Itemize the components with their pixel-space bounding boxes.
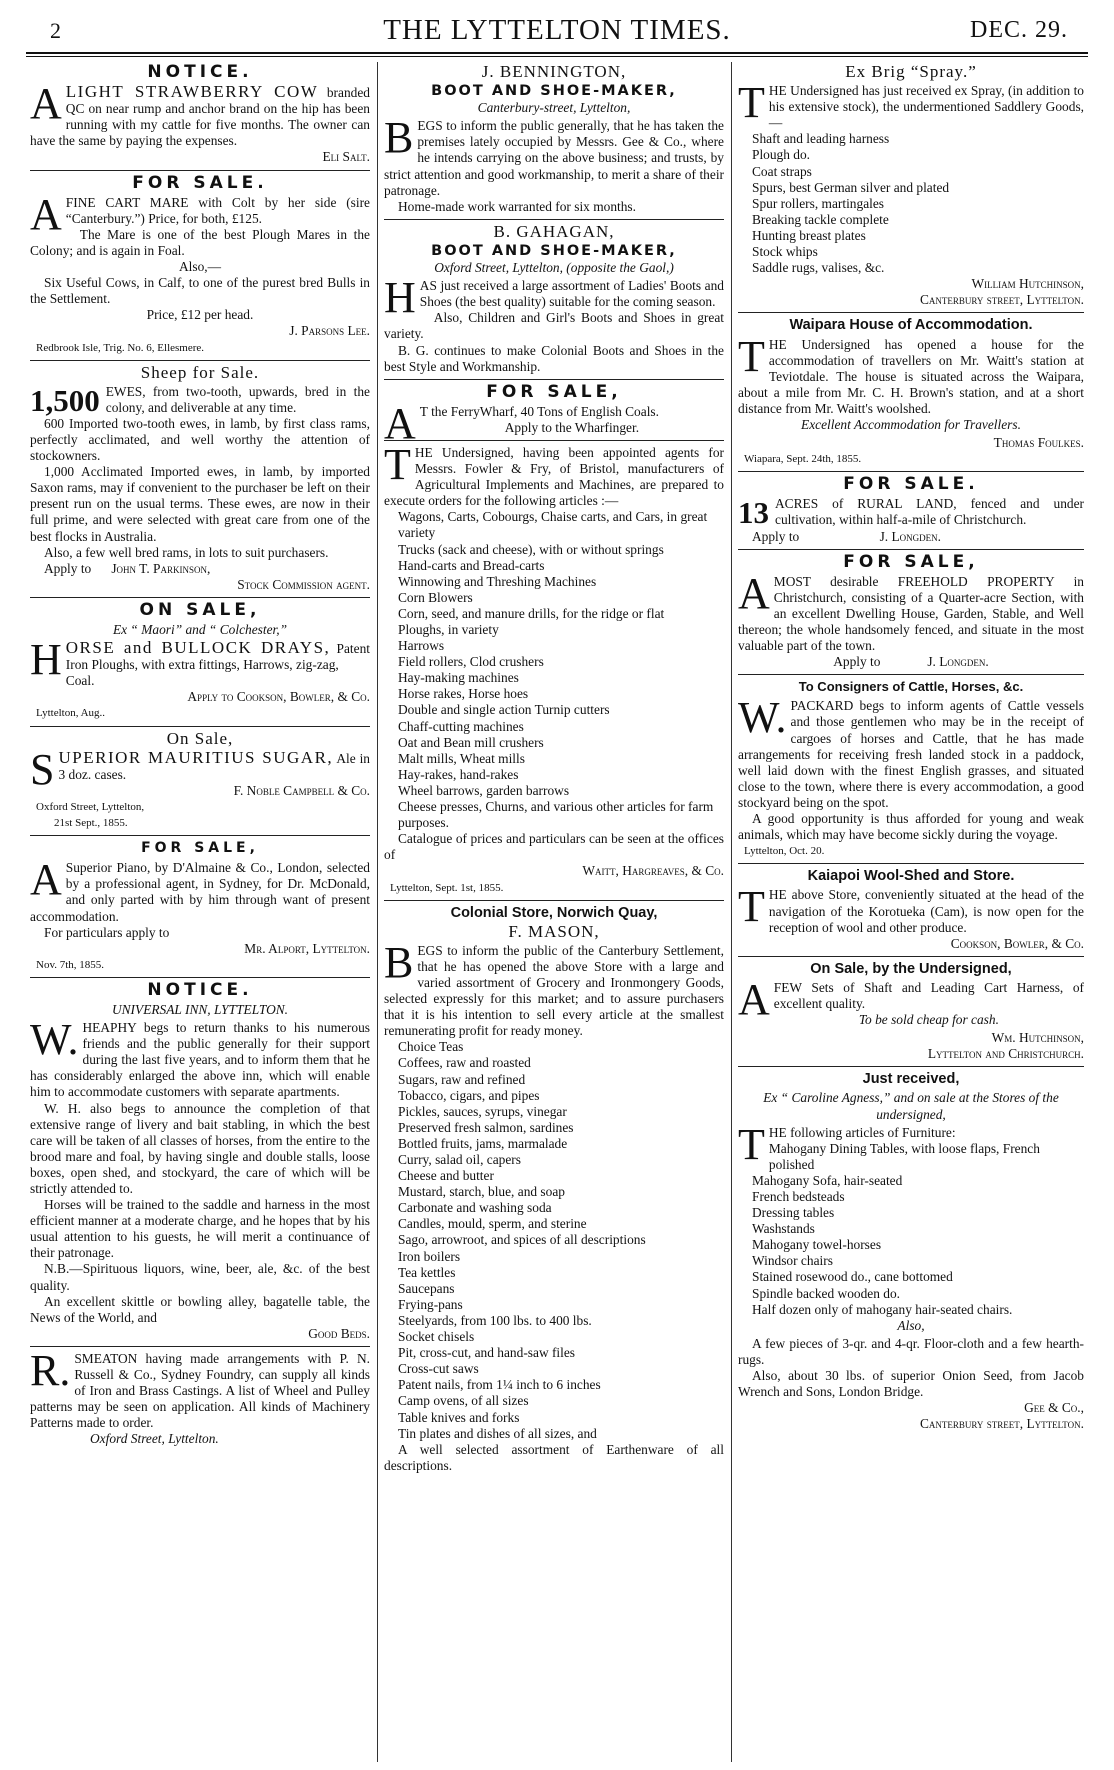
list-item: Corn Blowers	[398, 589, 473, 605]
ad-heading: Just received,	[862, 1071, 960, 1088]
list-item: Mahogany towel-horses	[752, 1237, 882, 1253]
ad-colonial-store	[384, 905, 724, 1474]
list-item: Corn, seed, and manure drills, for the ridge or flat	[398, 605, 665, 621]
list-item: Curry, salad oil, capers	[398, 1152, 521, 1167]
list-item: Horse rakes, Horse hoes	[398, 686, 529, 702]
ad-signature: John T. Parkinson,	[111, 560, 211, 576]
list-item: Winnowing and Threshing Machines	[398, 573, 597, 589]
drop-cap: T	[738, 331, 765, 381]
ad-heading: B. GAHAGAN,	[493, 221, 615, 241]
ad-smeaton	[30, 1345, 370, 1448]
ad-date: 21st Sept., 1855.	[54, 817, 128, 830]
ad-paragraph: Also, a few well bred rams, in lots to suit purchasers.	[44, 544, 329, 560]
ad-body: HE Undersigned, having been appointed agents for Messrs. Fowler & Fry, of Bristol, manufacturers of Agricultural Implements and Machines, are prepared to execute orders for the following articles :—	[384, 444, 724, 509]
list-item: Hand-carts and Bread-carts	[398, 557, 545, 573]
list-item: Iron boilers	[398, 1248, 461, 1264]
ad-separator	[738, 674, 1084, 675]
drop-cap: A	[738, 568, 770, 618]
list-item: Mustard, starch, blue, and soap	[398, 1184, 565, 1200]
ad-heading: Sheep for Sale.	[140, 362, 260, 382]
ad-place: Redbrook Isle, Trig. No. 6, Ellesmere.	[36, 341, 205, 354]
ad-signature: J. Longden.	[879, 528, 942, 544]
ad-heading: On Sale,	[166, 728, 234, 748]
ad-tagline: To be sold cheap for cash.	[858, 1012, 999, 1028]
ad-paragraph: The Mare is one of the best Plough Mares in the Colony; and is again in Foal.	[30, 226, 370, 258]
ad-subheading: UNIVERSAL INN, LYTTELTON.	[111, 1001, 289, 1017]
ad-apply: Apply to	[752, 528, 800, 544]
list-item: Malt mills, Wheat mills	[398, 750, 525, 766]
masthead	[26, 14, 1088, 48]
ad-signature-2: Canterbury street, Lyttelton.	[919, 1416, 1084, 1432]
item-list	[738, 1141, 1084, 1318]
ad-heading: FOR SALE.	[843, 474, 979, 495]
ad-subheading: F. MASON,	[508, 921, 600, 941]
ad-heading: Waipara House of Accommodation.	[789, 317, 1033, 334]
ad-heading: ON SALE,	[139, 599, 261, 620]
ad-separator	[30, 170, 370, 171]
drop-cap: H	[30, 635, 62, 685]
ad-place: Oxford Street, Lyttelton.	[90, 1431, 219, 1447]
ad-for-sale-mare	[30, 172, 370, 356]
ad-heading: Kaiapoi Wool-Shed and Store.	[807, 868, 1015, 885]
ad-subheading: Ex “ Maori” and “ Colchester,”	[112, 622, 288, 637]
ad-heading: Colonial Store, Norwich Quay,	[450, 904, 658, 921]
ad-furniture	[738, 1071, 1084, 1432]
list-item: Cheese presses, Churns, and various other articles for farm purposes.	[398, 799, 714, 831]
ad-paragraph: An excellent skittle or bowling alley, bagatelle table, the News of the World, and	[30, 1293, 370, 1325]
ad-paragraph: B. G. continues to make Colonial Boots and Shoes in the best Style and Workmanship.	[384, 342, 724, 374]
ad-body: PACKARD begs to inform agents of Cattle vessels and those gentlemen who may be in the receipt of cargoes of horses and Cattle, that he has made arrangements for receiving fresh landed stock in a paddock, well laid down with the finest English grasses, and situated close to the town, where there is every accommodation, a good stockyard being on the spot.	[738, 698, 1084, 810]
ad-separator	[384, 900, 724, 901]
item-list	[384, 1039, 724, 1441]
ad-notice-inn	[30, 979, 370, 1342]
ad-paragraph: A well selected assortment of Earthenware of all descriptions.	[384, 1441, 724, 1473]
ad-lead: EWES, from two-tooth, upwards, bred in the colony, and deliverable at any time.	[105, 383, 370, 415]
list-item: Socket chisels	[398, 1329, 475, 1345]
ad-signature: Apply to Cookson, Bowler, & Co.	[187, 689, 370, 705]
newspaper-title: THE LYTTELTON TIMES.	[383, 14, 731, 46]
ad-paragraph: Also, about 30 lbs. of superior Onion Seed, from Jacob Wrench and Sons, London Bridge.	[738, 1368, 1084, 1400]
ad-bennington	[384, 64, 724, 215]
list-item: Tobacco, cigars, and pipes	[398, 1087, 540, 1103]
list-item: Spindle backed wooden do.	[752, 1285, 901, 1301]
ad-body: T the FerryWharf, 40 Tons of English Coals.	[419, 403, 659, 419]
ad-body: FEW Sets of Shaft and Leading Cart Harness, of excellent quality.	[773, 979, 1084, 1011]
ad-paragraph: Coal.	[65, 673, 95, 689]
ad-separator	[30, 977, 370, 978]
ad-signature-2: Stock Commission agent.	[237, 576, 370, 592]
list-item: Spur rollers, martingales	[752, 195, 885, 211]
ad-separator	[738, 471, 1084, 472]
big-number: 13	[738, 495, 769, 531]
ad-separator	[30, 597, 370, 598]
ad-on-sale-sugar	[30, 728, 370, 832]
list-item: Cheese and butter	[398, 1168, 494, 1184]
list-item: Tea kettles	[398, 1264, 456, 1280]
column-3	[738, 62, 1084, 1762]
ad-subheading: Ex “ Caroline Agness,” and on sale at the Stores of the undersigned,	[763, 1090, 1059, 1122]
ad-body: SMEATON having made arrangements with P. N. Russell & Co., Sydney Foundry, can supply all kinds of Iron and Brass Castings. A list of Wheel and Pulley patterns may be seen on application. All kinds of Machinery Patterns made to order.	[30, 1350, 370, 1431]
ad-heading: NOTICE.	[147, 979, 253, 1000]
ad-signature-2: Lyttelton and Christchurch.	[927, 1046, 1084, 1062]
ad-paragraph: 1,000 Acclimated Imported ewes, in lamb, by imported Saxon rams, may if convenient to the purchaser be left on their present run on the usual terms. These ewes, are now in their full prime, and were selected with great care from one of the best flocks in Australia.	[30, 464, 370, 544]
ad-apply: Apply to	[44, 560, 92, 576]
ad-harness	[738, 961, 1084, 1063]
ad-place: Lyttelton, Sept. 1st, 1855.	[390, 881, 504, 894]
drop-cap: A	[738, 974, 770, 1024]
ad-separator	[30, 360, 370, 361]
ad-signature-2: Canterbury street, Lyttelton.	[919, 292, 1084, 308]
list-item: Saddle rugs, valises, &c.	[752, 260, 885, 276]
ad-signature: Mr. Alport, Lyttelton.	[244, 940, 370, 956]
list-item: Choice Teas	[398, 1039, 464, 1055]
ad-trade: BOOT AND SHOE-MAKER,	[431, 83, 677, 100]
ad-waipara	[738, 317, 1084, 467]
ad-fowler-fry	[384, 439, 724, 896]
ad-signature: Wm. Hutchinson,	[991, 1030, 1084, 1046]
list-item: Harrows	[398, 638, 445, 654]
list-item: Cross-cut saws	[398, 1361, 479, 1377]
ad-paragraph: Horses will be trained to the saddle and harness in the most efficient manner at a moderate charge, and he hopes that by his usual attention to his guests, he will merit a continuance of their patronage.	[30, 1197, 370, 1261]
column-1	[30, 62, 370, 1762]
list-item: Pit, cross-cut, and hand-saw files	[398, 1345, 576, 1361]
list-item: Chaff-cutting machines	[398, 718, 524, 734]
ad-piano	[30, 840, 370, 973]
ad-body: AS just received a large assortment of Ladies' Boots and Shoes (the best quality) suitable for the coming season.	[419, 278, 724, 310]
list-item: Half dozen only of mahogany hair-seated chairs.	[752, 1301, 1013, 1317]
drop-cap: A	[30, 189, 62, 239]
list-item: Stained rosewood do., cane bottomed	[752, 1269, 953, 1285]
list-item: Trucks (sack and cheese), with or without springs	[398, 541, 664, 557]
column-divider	[731, 62, 732, 1762]
ad-paragraph: Also, Children and Girl's Boots and Shoes in great variety.	[384, 310, 724, 342]
ad-notice-cow	[30, 64, 370, 166]
ad-separator	[738, 312, 1084, 313]
ad-place: Lyttelton, Oct. 20.	[744, 845, 825, 858]
ad-separator	[738, 549, 1084, 550]
ad-subheading: Canterbury-street, Lyttelton,	[477, 100, 631, 116]
ad-also: Also,—	[178, 259, 222, 275]
list-item: Table knives and forks	[398, 1409, 520, 1425]
ad-heading: To Consigners of Cattle, Horses, &c.	[798, 679, 1024, 695]
ad-apply: Apply to the Wharfinger.	[504, 419, 640, 435]
ad-heading: J. BENNINGTON,	[481, 62, 627, 81]
ad-packard	[738, 679, 1084, 859]
ad-apply: Apply to	[833, 654, 881, 670]
drop-cap: A	[30, 79, 62, 129]
list-item: Frying-pans	[398, 1296, 463, 1312]
ad-signature: Eli Salt.	[322, 149, 370, 165]
list-item: Tin plates and dishes of all sizes, and	[398, 1425, 597, 1441]
drop-cap: S	[30, 744, 55, 794]
ad-date: Nov. 7th, 1855.	[36, 958, 105, 971]
ad-paragraph: A few pieces of 3-qr. and 4-qr. Floor-cloth and a few hearth-rugs.	[738, 1335, 1084, 1367]
ad-body: EGS to inform the public generally, that he has taken the premises lately occupied by Messrs. Gee & Co., where he intends carrying on the above business; and trusts, by strict attention and good workmanship, to merit a share of their patronage.	[384, 118, 724, 198]
ad-heading: On Sale, by the Undersigned,	[810, 960, 1012, 977]
list-item: Candles, mould, sperm, and sterine	[398, 1216, 587, 1232]
ad-signature: F. Noble Campbell & Co.	[233, 782, 370, 798]
big-number: 1,500	[30, 382, 100, 418]
ad-body: HE following articles of Furniture:	[768, 1124, 956, 1140]
list-item: French bedsteads	[752, 1189, 845, 1204]
ad-lead: LIGHT STRAWBERRY COW	[65, 82, 319, 102]
ad-heading: FOR SALE,	[843, 551, 979, 572]
ad-place: Oxford Street, Lyttelton,	[36, 800, 145, 813]
drop-cap: A	[384, 398, 416, 448]
list-item: Mahogany Sofa, hair-seated	[752, 1172, 903, 1188]
drop-cap: W.	[30, 1015, 79, 1065]
ad-separator	[30, 835, 370, 836]
list-item: Steelyards, from 100 lbs. to 400 lbs.	[398, 1312, 592, 1328]
ad-paragraph: Home-made work warranted for six months.	[398, 198, 636, 214]
ad-body: MOST desirable FREEHOLD PROPERTY in Christchurch, consisting of a Quarter-acre Section, with an excellent Dwelling House, Garden, Stable, and Well thereon; the whole handsomely fenced, and situate in the most valuable part of the town.	[738, 573, 1084, 654]
drop-cap: B	[384, 937, 414, 987]
ad-paragraph: For particulars apply to	[44, 924, 170, 940]
list-item: Field rollers, Clod crushers	[398, 654, 544, 670]
list-item: Patent nails, from 1¼ inch to 6 inches	[398, 1377, 601, 1393]
ad-signature: Waitt, Hargreaves, & Co.	[582, 863, 724, 879]
ad-body: branded QC on near rump and anchor brand on the hip has been running with my cattle for five months. The owner can have the same by paying the expenses.	[30, 85, 370, 149]
ad-separator	[384, 379, 724, 380]
list-item: Sago, arrowroot, and spices of all descriptions	[398, 1232, 646, 1248]
ad-separator	[30, 1346, 370, 1347]
ad-signature: Cookson, Bowler, & Co.	[950, 935, 1084, 951]
list-item: Coat straps	[752, 163, 812, 179]
list-item: Camp ovens, of all sizes	[398, 1393, 529, 1409]
ad-signature: Gee & Co.,	[1024, 1400, 1084, 1416]
item-list	[384, 509, 724, 831]
list-item: Windsor chairs	[752, 1253, 833, 1269]
ad-trade: BOOT AND SHOE-MAKER,	[431, 242, 677, 259]
ad-paragraph: N.B.—Spirituous liquors, wine, beer, ale, &c. of the best quality.	[30, 1261, 370, 1293]
list-item: Oat and Bean mill crushers	[398, 734, 544, 750]
ad-spray	[738, 64, 1084, 308]
column-2	[384, 62, 724, 1762]
ad-body: EGS to inform the public of the Canterbury Settlement, that he has opened the above Store with a large and varied assortment of Grocery and Ironmongery Goods, selected expressly for this market; and to assure purchasers that it is his intention to sell every article at the smallest remunerating profit for ready money.	[384, 942, 724, 1039]
ad-signature: J. Longden.	[927, 654, 989, 670]
ad-paragraph: W. H. also begs to announce the completion of that extensive range of livery and bait stabling, in which the best care will be taken of all classes of horses, from the entire to the brood mare and foal, by having single and double stalls, loose boxes, open shed, and stockyard, the care of which will be strictly attended to.	[30, 1100, 370, 1196]
drop-cap: R.	[30, 1345, 71, 1395]
ad-lead: FINE CART MARE with Colt by her side (sire “Canterbury.”) Price, for both, £125.	[65, 194, 370, 226]
ad-separator	[384, 219, 724, 220]
ad-sheep	[30, 362, 370, 593]
list-item: Bottled fruits, jams, marmalade	[398, 1135, 568, 1151]
ad-separator	[30, 726, 370, 727]
ad-separator	[384, 440, 724, 441]
ad-place: Lyttelton, Aug..	[36, 707, 106, 720]
ad-paragraph: Catalogue of prices and particulars can be seen at the offices of	[384, 831, 724, 863]
masthead-rule	[26, 52, 1088, 57]
ad-separator	[738, 863, 1084, 864]
ad-separator	[738, 956, 1084, 957]
ad-body: HEAPHY begs to return thanks to his numerous friends and the public generally for their support during the last five years, and to inform them that he has considerably enlarged the above inn, which will enable him to accommodate customers with separate apartments.	[30, 1020, 370, 1100]
ad-price: Price, £12 per head.	[146, 307, 254, 323]
page-number: 2	[50, 18, 61, 43]
ad-rural-land	[738, 476, 1084, 544]
item-list	[738, 131, 1084, 276]
list-item: Double and single action Turnip cutters	[398, 702, 610, 718]
ad-place: Wiapara, Sept. 24th, 1855.	[744, 453, 862, 466]
list-item: Carbonate and washing soda	[398, 1200, 552, 1216]
ad-lead: UPERIOR MAURITIUS SUGAR,	[58, 747, 334, 767]
ad-body: Superior Piano, by D'Almaine & Co., London, selected by a professional agent, in Sydney, for Dr. McDonald, and only parted with by him through want of present accommodation.	[30, 860, 370, 924]
drop-cap: T	[384, 439, 411, 489]
ad-body: Patent Iron Ploughs, with extra fittings, Harrows, zig-zag,	[65, 641, 370, 673]
ad-on-sale-drays	[30, 599, 370, 722]
list-item: Coffees, raw and roasted	[398, 1055, 531, 1071]
drop-cap: A	[30, 855, 62, 905]
ad-lead: ORSE and BULLOCK DRAYS,	[65, 638, 331, 658]
list-item: Hay-rakes, hand-rakes	[398, 766, 519, 782]
ad-heading: FOR SALE.	[132, 172, 268, 193]
list-item: Washstands	[752, 1221, 815, 1237]
ad-subheading: Oxford Street, Lyttelton, (opposite the Gaol,)	[434, 260, 674, 276]
list-item: Pickles, sauces, syrups, vinegar	[398, 1103, 567, 1119]
ad-coals	[384, 381, 724, 448]
drop-cap: W.	[738, 693, 787, 743]
list-item: Wagons, Carts, Cobourgs, Chaise carts, and Cars, in great variety	[398, 509, 708, 541]
ad-heading: NOTICE.	[147, 62, 253, 82]
list-item: Hay-making machines	[398, 670, 519, 686]
ad-freehold	[738, 551, 1084, 671]
ad-heading: FOR SALE,	[486, 381, 622, 402]
drop-cap: T	[738, 882, 765, 932]
list-item: Shaft and leading harness	[752, 131, 890, 147]
issue-date: DEC. 29.	[970, 17, 1068, 43]
drop-cap: T	[738, 78, 765, 128]
list-item: Mahogany Dining Tables, with loose flaps, French polished	[768, 1140, 1040, 1172]
ad-body: HE above Store, conveniently situated at the head of the navigation of the Korotueka (Cam), is now open for the reception of wool and other produce.	[768, 887, 1084, 935]
list-item: Spurs, best German silver and plated	[752, 179, 950, 195]
ad-body: HE Undersigned has opened a house for the accommodation of travellers on Mr. Waitt's station at Teviotdale. The house is situated across the Waipara, about a mile from Mr. C. H. Brown's station, and at a short distance from Mr. Waitt's woolshed.	[738, 336, 1084, 416]
ad-heading: Ex Brig “Spray.”	[845, 62, 977, 81]
ad-tagline: Excellent Accommodation for Travellers.	[801, 416, 1021, 432]
ad-signature: Good Beds.	[308, 1325, 370, 1341]
ad-signature: J. Parsons Lee.	[289, 323, 370, 339]
ad-heading: FOR SALE,	[141, 840, 259, 857]
ad-gahagan	[384, 221, 724, 375]
list-item: Hunting breast plates	[752, 227, 866, 243]
list-item: Ploughs, in variety	[398, 622, 499, 637]
drop-cap: T	[738, 1119, 765, 1169]
ad-body: HE Undersigned has just received ex Spray, (in addition to his extensive stock), the undermentioned Saddlery Goods,—	[768, 83, 1084, 131]
list-item: Stock whips	[752, 244, 818, 260]
ad-also: Also,	[897, 1317, 925, 1333]
ad-body: ACRES of RURAL LAND, fenced and under cultivation, within half-a-mile of Christchurch.	[775, 496, 1084, 528]
list-item: Preserved fresh salmon, sardines	[398, 1119, 574, 1135]
drop-cap: H	[384, 273, 416, 323]
list-item: Wheel barrows, garden barrows	[398, 782, 570, 798]
ad-paragraph: 600 Imported two-tooth ewes, in lamb, by first class rams, perfectly acclimated, and well worthy the attention of stockowners.	[30, 415, 370, 464]
ad-paragraph: Six Useful Cows, in Calf, to one of the purest bred Bulls in the Settlement.	[30, 275, 370, 307]
list-item: Sugars, raw and refined	[398, 1071, 526, 1087]
ad-signature: William Hutchinson,	[971, 276, 1084, 292]
list-item: Breaking tackle complete	[752, 211, 889, 227]
list-item: Dressing tables	[752, 1205, 835, 1221]
ad-paragraph: A good opportunity is thus afforded for young and weak animals, which may have become sickly during the voyage.	[738, 811, 1084, 843]
ad-signature: Thomas Foulkes.	[993, 435, 1084, 451]
column-divider	[377, 62, 378, 1762]
ad-kaiapoi	[738, 868, 1084, 951]
ad-body: Ale in 3 doz. cases.	[58, 750, 370, 782]
list-item: Plough do.	[752, 147, 811, 163]
ad-separator	[738, 1066, 1084, 1067]
list-item: Saucepans	[398, 1280, 455, 1296]
drop-cap: B	[384, 113, 414, 163]
